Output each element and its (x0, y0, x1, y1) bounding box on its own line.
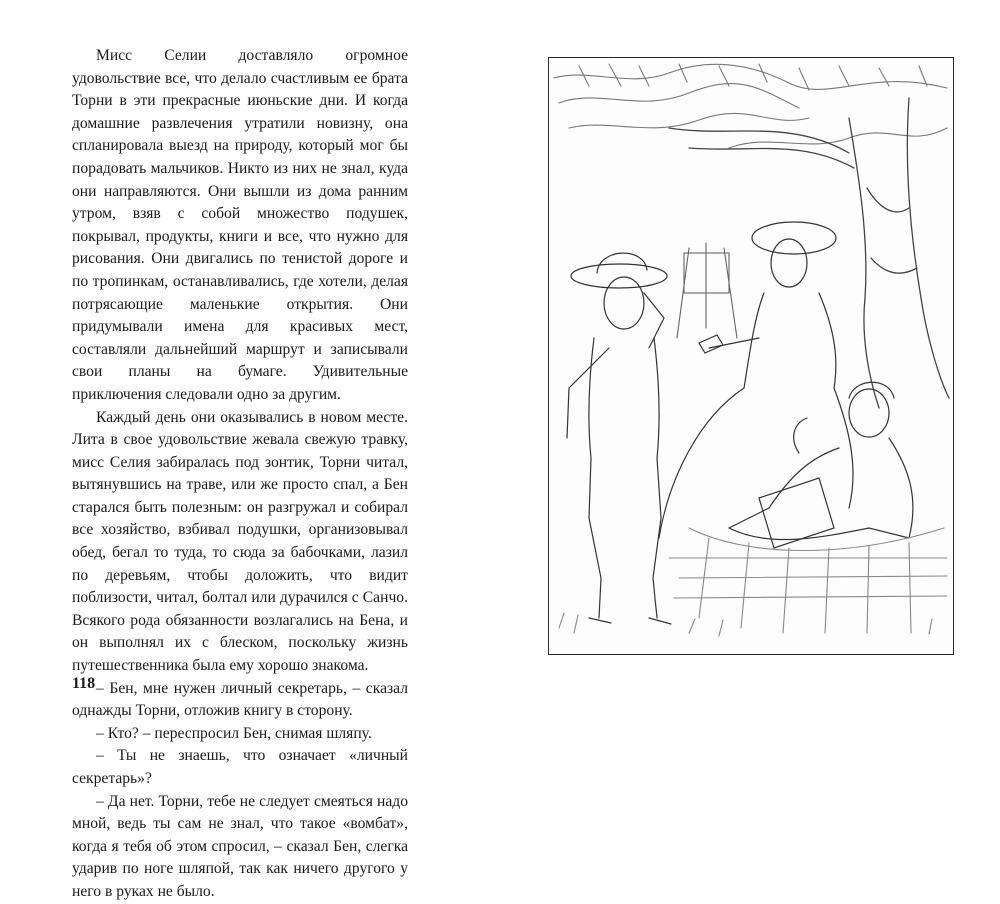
dialogue-line: – Бен, мне нужен личный секретарь, – сказал однажды Торни, отложив книгу в сторону. (72, 679, 408, 720)
easel (677, 243, 737, 338)
illustration-drawing (549, 58, 952, 653)
dialogue-line: – Да нет. Торни, тебе не следует смеяться надо мной, ведь ты сам не знал, что такое «вомбат», когда я тебя об этом спросил, – сказал Бен, слегка ударив по ноге шляпой, так как ничего другого у него в руках не было. (72, 792, 408, 900)
boy-figure (567, 253, 671, 624)
pencil-illustration (548, 57, 954, 655)
text-page (72, 45, 408, 904)
paragraph: Каждый день они оказывались в новом месте. Лита в свое удовольствие жевала свежую травку, мисс Селия забиралась под зонтик, Торни читал, вытянувшись на траве, или же просто спал, а Бен старался быть полезным: он разгружал и собирал все хозяйство, взбивал подушки, организовывал обед, бегал то туда, то сюда за бабочками, лазил по деревьям, чтобы доложить, что видит поблизости, читал, болтал или дурачился с Санчо. Всякого рода обязанности возлагались на Бена, и он выполнял их с блеском, поскольку жизнь путешественника была ему хорошо знакома. (72, 408, 408, 675)
reclining-man-figure (729, 382, 913, 548)
dialogue-line: – Кто? – переспросил Бен, снимая шляпу. (96, 724, 372, 742)
blanket-grass (559, 528, 947, 636)
woman-figure (659, 222, 853, 538)
paragraph: Мисс Селии доставляло огромное удовольствие все, что делало счастливым ее брата Торни в эти прекрасные июньские дни. И когда домашние развлечения утратили новизну, она спланировала выезд на природу, который мог бы порадовать мальчиков. Никто из них не знал, куда они направляются. Они вышли из дома ранним утром, взяв с собой множество подушек, покрывал, продукты, книги и все, что нужно для рисования. Они двигались по тенистой дороге и по тропинкам, останавливались, где хотели, делая потрясающие маленькие открытия. Они придумывали имена для красивых мест, составляли дальнейший маршрут и записывали свои планы на бумаге. Удивительные приключения следовали одно за другим. (72, 47, 408, 403)
dialogue-line: – Ты не знаешь, что означает «личный секретарь»? (72, 747, 408, 787)
page-number: 118 (72, 675, 96, 692)
tree-foliage (554, 64, 947, 148)
